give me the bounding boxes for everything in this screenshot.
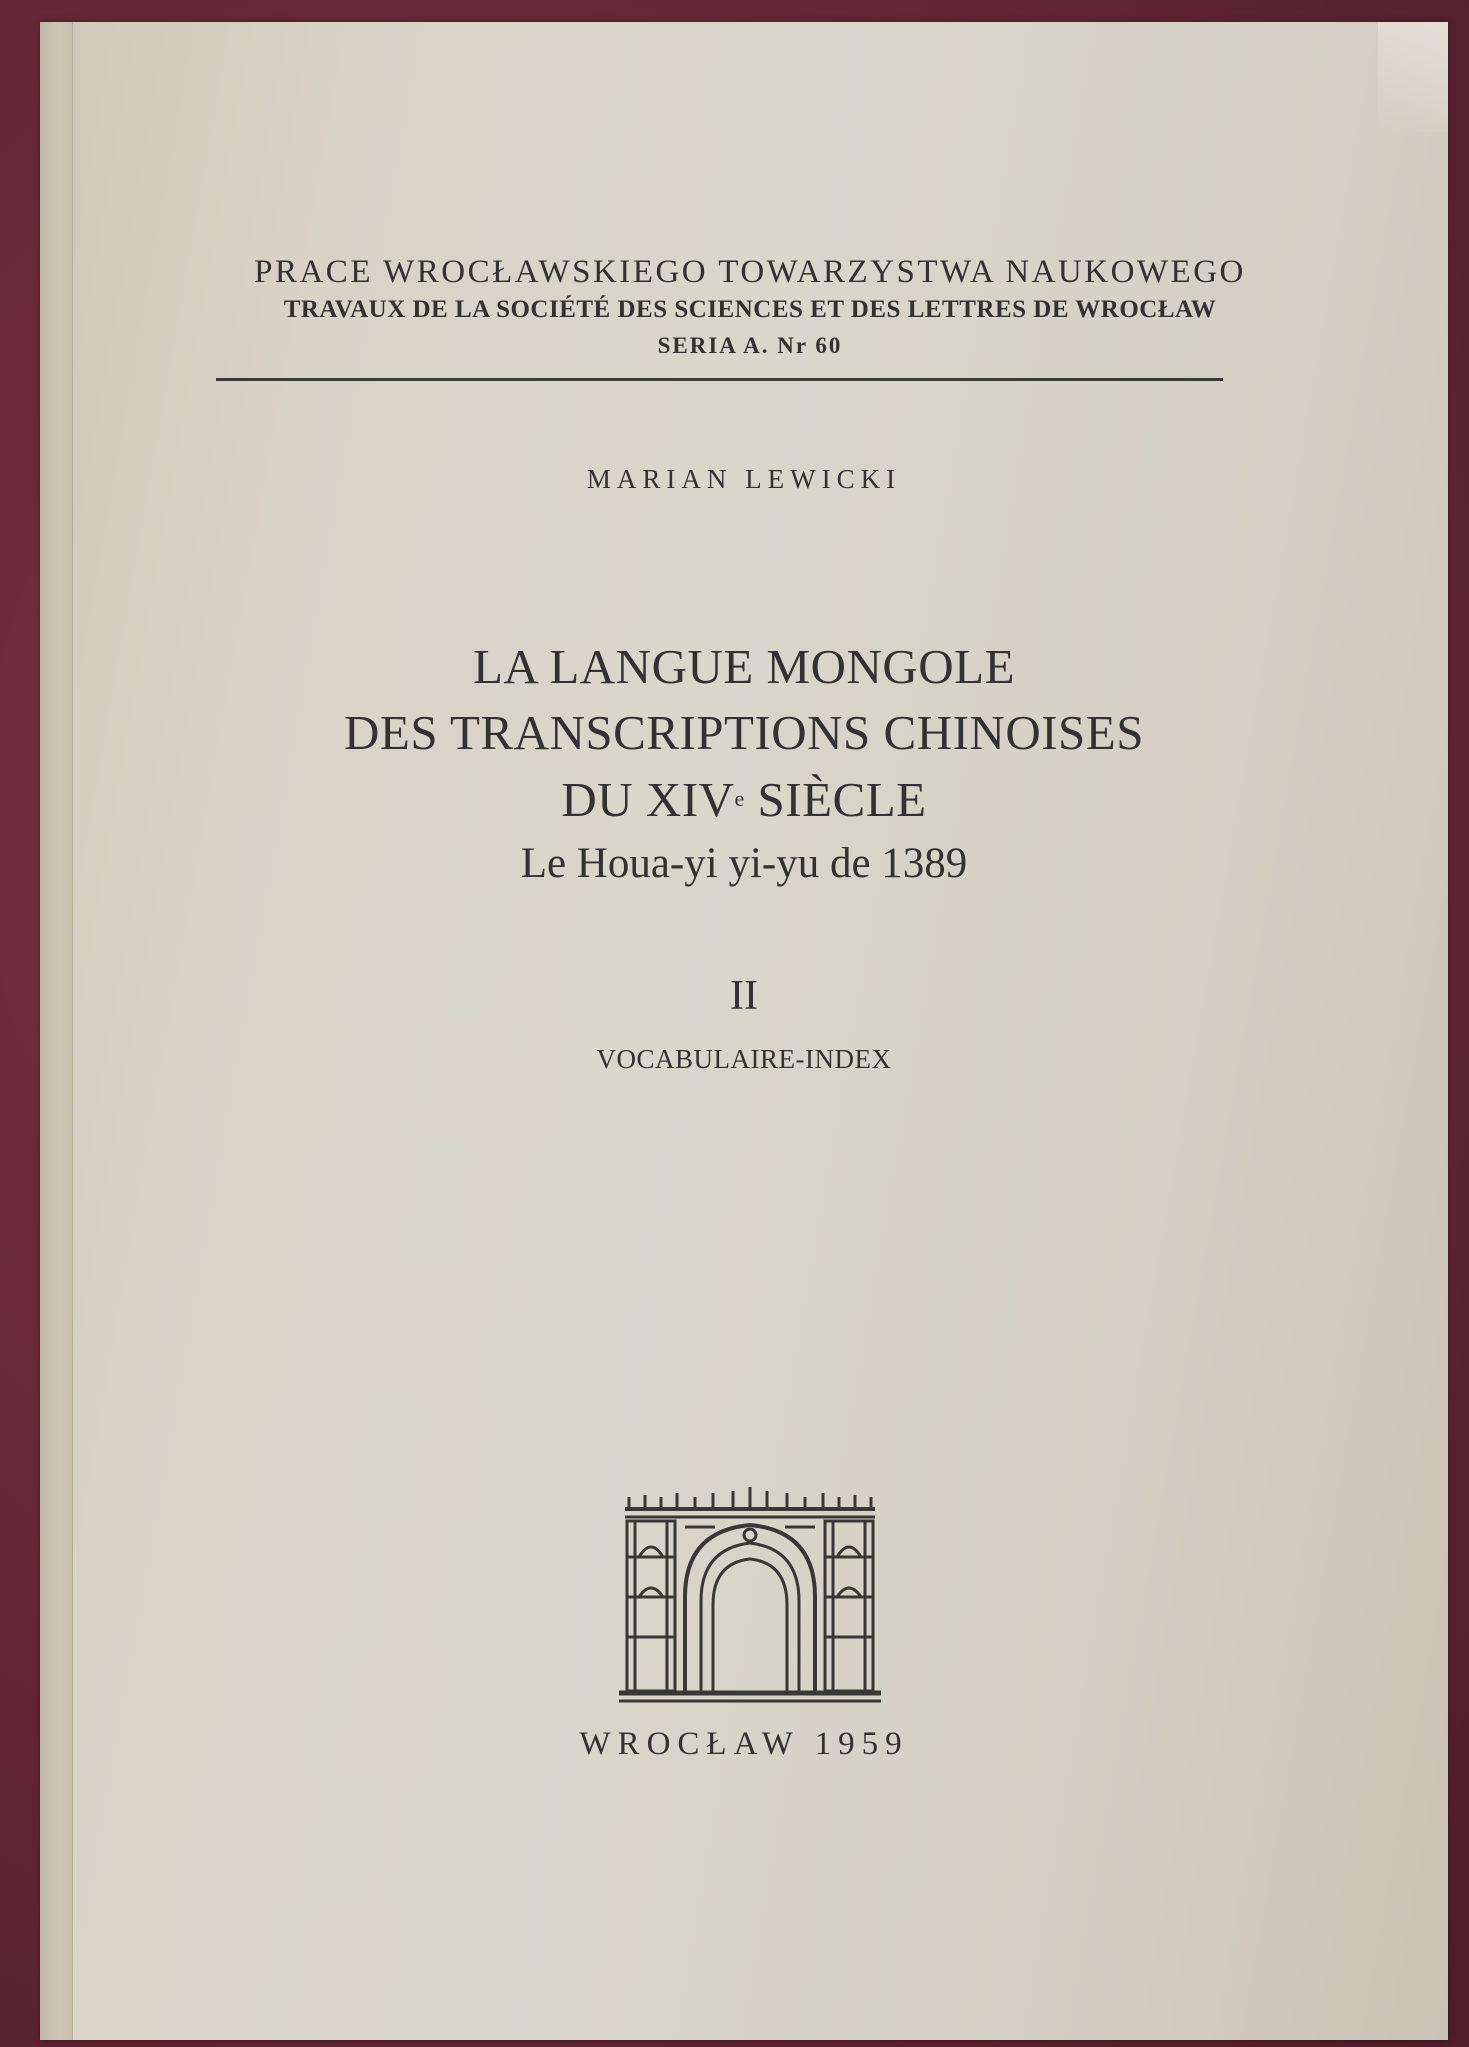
- title-line-1: LA LANGUE MONGOLE: [473, 639, 1015, 694]
- volume-label: VOCABULAIRE-INDEX: [596, 1044, 892, 1074]
- header-divider: [216, 378, 1223, 381]
- series-header: [220, 252, 1280, 364]
- book-cover: [40, 22, 1448, 2040]
- book-subtitle: Le Houa-yi yi-yu de 1389: [520, 840, 968, 887]
- series-number: SERIA A. Nr 60: [657, 333, 843, 358]
- gothic-arch-emblem-icon: [615, 1487, 885, 1717]
- series-title-polish: PRACE WROCŁAWSKIEGO TOWARZYSTWA NAUKOWEGO: [254, 254, 1246, 290]
- title-superscript: e: [734, 786, 745, 811]
- volume-number: II: [730, 973, 758, 1019]
- worn-corner: [1378, 22, 1448, 132]
- title-line-3: [40, 766, 1448, 833]
- title-line-3-prefix: DU XIV: [561, 772, 735, 827]
- publication-imprint: WROCŁAW 1959: [579, 1726, 909, 1762]
- book-title: [40, 634, 1448, 895]
- series-title-french: TRAVAUX DE LA SOCIÉTÉ DES SCIENCES ET DES LETTRES DE WROCŁAW: [283, 296, 1217, 323]
- author-name: MARIAN LEWICKI: [586, 464, 902, 494]
- title-line-2: DES TRANSCRIPTIONS CHINOISES: [344, 705, 1144, 760]
- title-line-3-suffix: SIÈCLE: [744, 772, 927, 827]
